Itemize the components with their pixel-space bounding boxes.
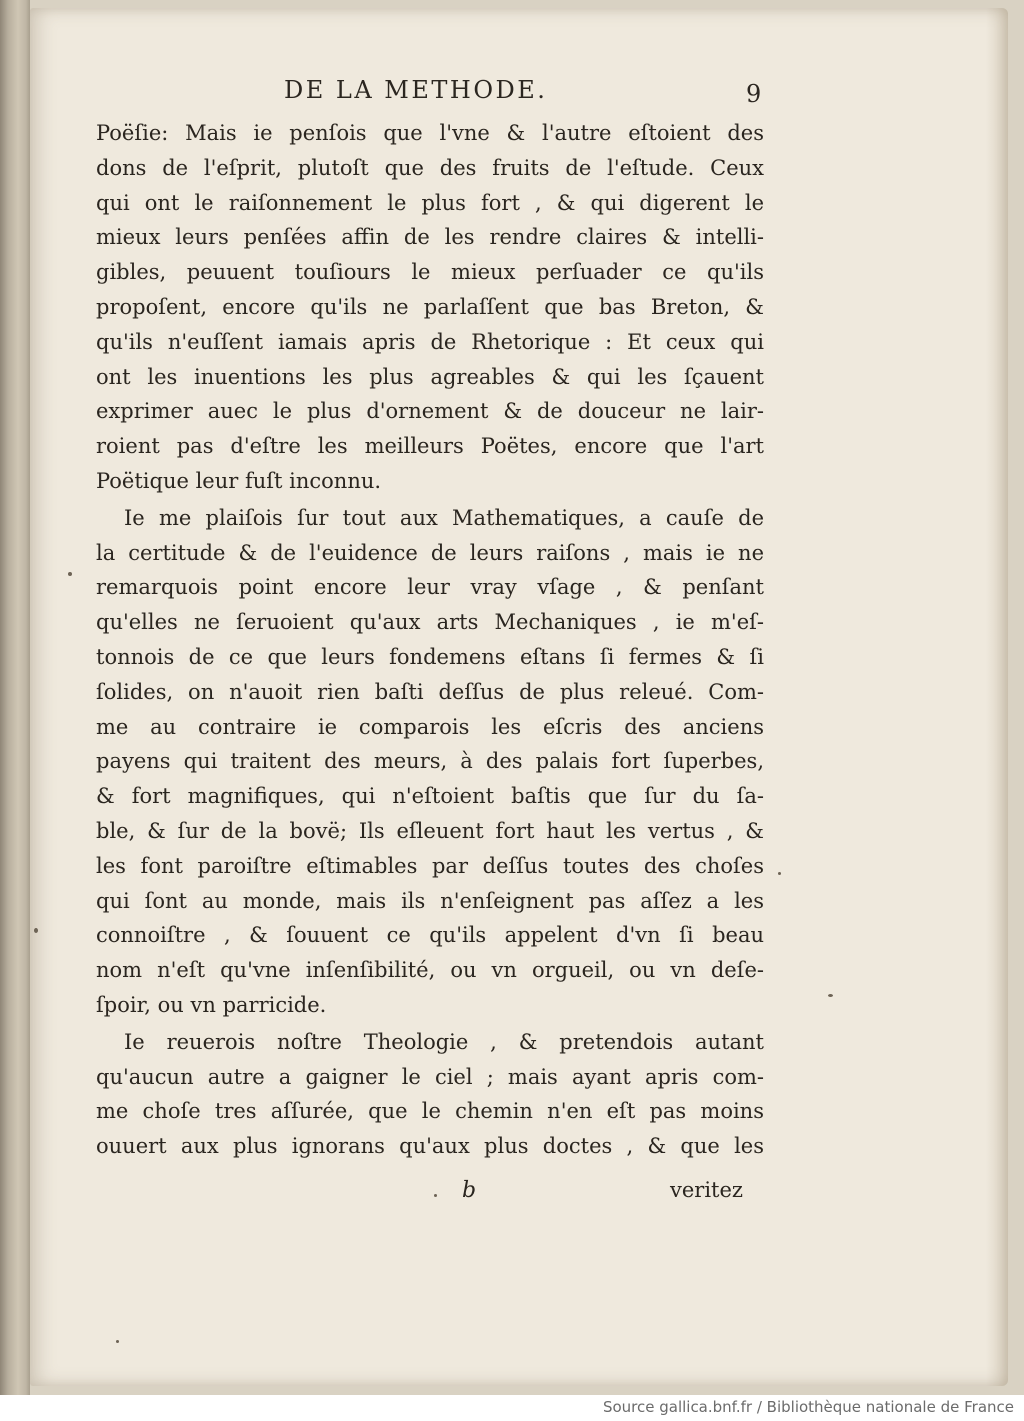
text-line: ſolides, on n'auoit rien baſti deſſus de plus releué. Com- (96, 679, 764, 704)
page-number: 9 (746, 80, 762, 108)
text-line: Poëſie: Mais ie penſois que l'vne & l'autre eſtoient des (96, 121, 764, 145)
text-line: qu'aucun autre a gaigner le ciel ; mais ayant apris com- (96, 1064, 764, 1089)
text-line: gibles, peuuent touſiours le mieux perſuader ce qu'ils (96, 260, 764, 285)
catchword: veritez (670, 1178, 743, 1202)
text-line: exprimer auec le plus d'ornement & de douceur ne lair- (96, 399, 764, 424)
text-line: ouuert aux plus ignorans qu'aux plus doctes , & que les (96, 1134, 764, 1159)
text-line: ont les inuentions les plus agreables & qui les ſçauent (96, 364, 764, 389)
text-line: remarquois point encore leur vray vſage , & penſant (96, 575, 764, 600)
text-line: connoiſtre , & ſouuent ce qu'ils appelent d'vn ſi beau (96, 923, 764, 948)
text-line: Ie reuerois noſtre Theologie , & pretendois autant (124, 1029, 764, 1054)
running-head: DE LA METHODE. (284, 76, 548, 104)
paper-speck (68, 572, 72, 576)
text-line: roient pas d'eſtre les meilleurs Poëtes, encore que l'art (96, 434, 764, 459)
text-line: les font paroiſtre eſtimables par deſſus toutes des choſes (96, 853, 764, 878)
text-line: qui ont le raiſonnement le plus fort , & qui digerent le (96, 190, 764, 215)
text-line: Poëtique leur fuſt inconnu. (96, 468, 382, 493)
text-line: me au contraire ie comparois les eſcris des anciens (96, 714, 764, 739)
signature-mark: b (462, 1178, 477, 1203)
body-text (96, 116, 764, 1164)
text-line: nom n'eſt qu'vne inſenſibilité, ou vn orgueil, ou vn deſe- (96, 958, 764, 983)
paper-speck (34, 928, 38, 933)
book-binding-edge (0, 0, 30, 1395)
text-line: dons de l'eſprit, plutoſt que des fruits de l'eſtude. Ceux (96, 155, 764, 180)
text-line: payens qui traitent des meurs, à des palais fort ſuperbes, (96, 749, 764, 774)
text-line: ble, & ſur de la bovë; Ils eſleuent fort haut les vertus , & (96, 818, 764, 843)
text-line: mieux leurs penſées affin de les rendre claires & intelli- (96, 225, 764, 250)
source-credit-bar (0, 1395, 1024, 1421)
text-line: me choſe tres aſſurée, que le chemin n'en eſt pas moins (96, 1099, 764, 1124)
text-line: ſpoir, ou vn parricide. (96, 992, 327, 1017)
text-line: qu'elles ne ſeruoient qu'aux arts Mechaniques , ie m'eſ- (96, 610, 764, 635)
text-line: la certitude & de l'euidence de leurs raiſons , mais ie ne (96, 540, 764, 565)
text-line: qui ſont au monde, mais ils n'enſeignent pas aſſez a les (96, 888, 764, 913)
text-line: & fort magnifiques, qui n'eſtoient baſtis que ſur du ſa- (96, 784, 764, 809)
paper-speck (434, 1194, 437, 1197)
text-line: propoſent, encore qu'ils ne parlaſſent que bas Breton, & (96, 294, 764, 319)
text-line: qu'ils n'euſſent iamais apris de Rhetorique : Et ceux qui (96, 329, 764, 354)
source-credit: Source gallica.bnf.fr / Bibliothèque nationale de France (602, 1398, 1014, 1416)
text-line: tonnois de ce que leurs fondemens eſtans ſi fermes & ſi (96, 644, 764, 669)
paper-speck (116, 1340, 119, 1343)
paper-speck (778, 872, 781, 875)
paper-speck (828, 994, 833, 997)
text-line: Ie me plaiſois ſur tout aux Mathematiques, a cauſe de (124, 505, 764, 530)
